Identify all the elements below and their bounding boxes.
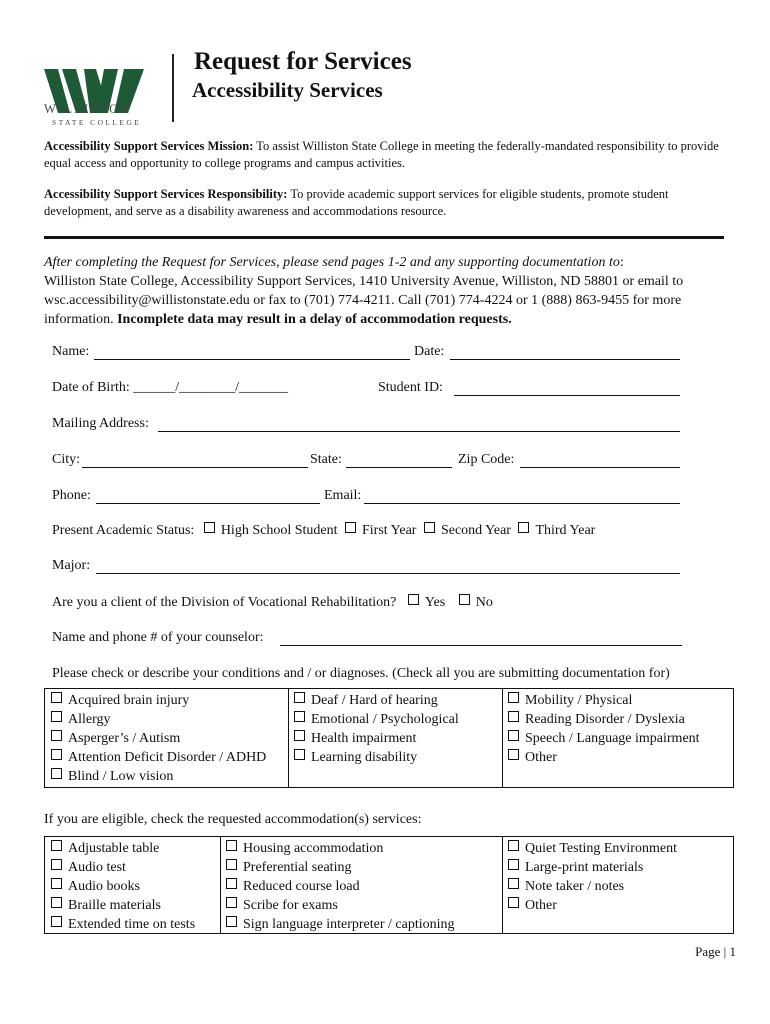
- condition-label: Emotional / Psychological: [311, 712, 459, 727]
- condition-label: Acquired brain injury: [68, 693, 190, 708]
- condition-label: Reading Disorder / Dyslexia: [525, 712, 685, 727]
- student-id-field[interactable]: [454, 380, 680, 396]
- conditions-col-3: [502, 689, 731, 787]
- condition-label: Allergy: [68, 712, 111, 727]
- checkbox-icon[interactable]: [508, 859, 519, 870]
- accommodation-audio-books[interactable]: [51, 878, 140, 895]
- mission-label: Accessibility Support Services Mission:: [44, 139, 254, 153]
- mailing-address-field[interactable]: [158, 416, 680, 432]
- checkbox-icon[interactable]: [294, 730, 305, 741]
- checkbox-icon[interactable]: [294, 711, 305, 722]
- condition-blind[interactable]: [51, 768, 173, 785]
- mission-text: To assist Williston State College in meeting the federally-mandated responsibility to provide equal access and opportunity to college programs and campus activities.: [44, 139, 719, 170]
- checkbox-icon[interactable]: [294, 692, 305, 703]
- condition-allergy[interactable]: [51, 711, 111, 728]
- condition-label: Learning disability: [311, 750, 418, 765]
- status-option-third-year: Third Year: [535, 523, 596, 538]
- instructions-colon: :: [619, 255, 624, 270]
- checkbox-icon[interactable]: [226, 859, 237, 870]
- email-field[interactable]: [364, 488, 680, 504]
- checkbox-icon[interactable]: [226, 878, 237, 889]
- phone-field[interactable]: [96, 488, 320, 504]
- responsibility-statement: [44, 186, 734, 220]
- checkbox-icon[interactable]: [51, 859, 62, 870]
- condition-other[interactable]: [508, 749, 557, 766]
- accommodations-col-1: [45, 837, 221, 933]
- accommodation-seating[interactable]: [226, 859, 351, 876]
- accommodations-grid: [44, 836, 734, 934]
- instructions-body: Williston State College, Accessibility Support Services, 1410 University Avenue, Williston, ND 58801 or email to wsc.accessibility@willistonstate.edu or fax to (701) 774-4211. Call (701) 774-4224 or 1 (888) 863-9455 for more information.: [44, 274, 684, 327]
- accommodation-large-print[interactable]: [508, 859, 643, 876]
- condition-label: Health impairment: [311, 731, 417, 746]
- accommodation-adjustable-table[interactable]: [51, 840, 159, 857]
- condition-emotional[interactable]: [294, 711, 459, 728]
- academic-status-label: Present Academic Status:: [52, 523, 195, 538]
- accommodation-note-taker[interactable]: [508, 878, 624, 895]
- checkbox-icon[interactable]: [226, 840, 237, 851]
- zip-field[interactable]: [520, 452, 680, 468]
- mission-statement: [44, 138, 734, 172]
- checkbox-icon[interactable]: [226, 897, 237, 908]
- conditions-col-1: [45, 689, 289, 787]
- page-title: Request for Services: [194, 48, 412, 75]
- checkbox-icon[interactable]: [51, 749, 62, 760]
- accommodation-label: Scribe for exams: [243, 898, 338, 913]
- instructions-warning: Incomplete data may result in a delay of accommodation requests.: [117, 312, 512, 327]
- checkbox-icon[interactable]: [51, 897, 62, 908]
- accommodations-col-3: [502, 837, 731, 933]
- condition-asperger[interactable]: [51, 730, 180, 747]
- accommodation-other[interactable]: [508, 897, 557, 914]
- condition-label: Asperger’s / Autism: [68, 731, 181, 746]
- accommodation-label: Extended time on tests: [68, 917, 196, 932]
- condition-health[interactable]: [294, 730, 416, 747]
- status-checkbox-first-year[interactable]: [345, 522, 356, 533]
- condition-learning[interactable]: [294, 749, 417, 766]
- vr-yes-label: Yes: [424, 595, 446, 610]
- vr-question: Are you a client of the Division of Vocational Rehabilitation?: [52, 595, 397, 610]
- condition-deaf[interactable]: [294, 692, 438, 709]
- date-field[interactable]: [450, 344, 680, 360]
- major-field[interactable]: [96, 558, 680, 574]
- phone-label: Phone:: [52, 488, 91, 503]
- accommodation-audio-test[interactable]: [51, 859, 126, 876]
- name-field[interactable]: [94, 344, 410, 360]
- accommodation-label: Reduced course load: [243, 879, 360, 894]
- checkbox-icon[interactable]: [508, 840, 519, 851]
- accommodation-label: Audio books: [68, 879, 140, 894]
- conditions-prompt: Please check or describe your conditions and / or diagnoses. (Check all you are submitting documentation for): [52, 666, 670, 681]
- city-field[interactable]: [82, 452, 308, 468]
- accommodation-housing[interactable]: [226, 840, 383, 857]
- header-divider: [172, 54, 174, 122]
- dob-field[interactable]: Date of Birth: ______/________/_______: [52, 380, 289, 395]
- accommodation-label: Adjustable table: [68, 841, 160, 856]
- date-label: Date:: [414, 344, 445, 359]
- accommodation-label: Sign language interpreter / captioning: [243, 917, 455, 932]
- accommodations-prompt: If you are eligible, check the requested accommodation(s) services:: [44, 812, 422, 827]
- accommodation-braille[interactable]: [51, 897, 161, 914]
- vr-no-checkbox[interactable]: [459, 594, 470, 605]
- student-id-label: Student ID:: [378, 380, 443, 395]
- accommodations-col-2: [220, 837, 503, 933]
- condition-adhd[interactable]: [51, 749, 266, 766]
- condition-label: Mobility / Physical: [525, 693, 633, 708]
- conditions-col-2: [288, 689, 503, 787]
- accommodation-interpreter[interactable]: [226, 916, 455, 933]
- checkbox-icon[interactable]: [508, 897, 519, 908]
- status-option-first-year: First Year: [361, 523, 417, 538]
- page-subtitle: Accessibility Services: [192, 78, 383, 102]
- checkbox-icon[interactable]: [51, 878, 62, 889]
- responsibility-label: Accessibility Support Services Responsibility:: [44, 187, 288, 201]
- status-checkbox-high-school[interactable]: [204, 522, 215, 533]
- accommodation-label: Housing accommodation: [243, 841, 384, 856]
- checkbox-icon[interactable]: [508, 878, 519, 889]
- conditions-grid: [44, 688, 734, 788]
- condition-label: Attention Deficit Disorder / ADHD: [68, 750, 267, 765]
- accommodation-label: Note taker / notes: [525, 879, 625, 894]
- condition-brain-injury[interactable]: [51, 692, 189, 709]
- checkbox-icon[interactable]: [294, 749, 305, 760]
- condition-mobility[interactable]: [508, 692, 632, 709]
- checkbox-icon[interactable]: [226, 916, 237, 927]
- accommodation-quiet-testing[interactable]: [508, 840, 677, 857]
- vr-yes-checkbox[interactable]: [408, 594, 419, 605]
- accommodation-label: Other: [525, 898, 557, 913]
- state-label: State:: [310, 452, 342, 467]
- state-field[interactable]: [346, 452, 452, 468]
- accommodation-extended-time[interactable]: [51, 916, 195, 933]
- zip-label: Zip Code:: [458, 452, 515, 467]
- condition-reading[interactable]: [508, 711, 685, 728]
- status-checkbox-third-year[interactable]: [518, 522, 529, 533]
- status-checkbox-second-year[interactable]: [424, 522, 435, 533]
- vr-no-label: No: [475, 595, 493, 610]
- city-label: City:: [52, 452, 81, 467]
- condition-label: Deaf / Hard of hearing: [311, 693, 438, 708]
- condition-speech[interactable]: [508, 730, 700, 747]
- accommodation-label: Preferential seating: [243, 860, 352, 875]
- checkbox-icon[interactable]: [508, 730, 519, 741]
- email-label: Email:: [324, 488, 362, 503]
- vr-question-row: [52, 594, 493, 611]
- major-label: Major:: [52, 558, 91, 573]
- condition-label: Speech / Language impairment: [525, 731, 700, 746]
- academic-status-row: [52, 522, 595, 539]
- condition-label: Blind / Low vision: [68, 769, 174, 784]
- condition-label: Other: [525, 750, 557, 765]
- submission-instructions: [44, 253, 734, 329]
- counselor-label: Name and phone # of your counselor:: [52, 630, 264, 645]
- checkbox-icon[interactable]: [51, 692, 62, 703]
- checkbox-icon[interactable]: [508, 692, 519, 703]
- name-label: Name:: [52, 344, 90, 359]
- checkbox-icon[interactable]: [51, 768, 62, 779]
- logo-wordmark: WILLISTON: [44, 102, 132, 116]
- counselor-field[interactable]: [280, 630, 682, 646]
- accommodation-scribe[interactable]: [226, 897, 338, 914]
- section-rule: [44, 236, 724, 239]
- checkbox-icon[interactable]: [508, 749, 519, 760]
- status-option-second-year: Second Year: [440, 523, 511, 538]
- accommodation-label: Audio test: [68, 860, 126, 875]
- checkbox-icon[interactable]: [51, 916, 62, 927]
- accommodation-reduced-load[interactable]: [226, 878, 360, 895]
- checkbox-icon[interactable]: [508, 711, 519, 722]
- accommodation-label: Braille materials: [68, 898, 161, 913]
- accommodation-label: Quiet Testing Environment: [525, 841, 677, 856]
- instructions-intro: After completing the Request for Services, please send pages 1-2 and any supporting documentation to: [44, 255, 620, 270]
- checkbox-icon[interactable]: [51, 730, 62, 741]
- responsibility-text: To provide academic support services for eligible students, promote student development, and serve as a disability awareness and accommodations resource.: [44, 187, 669, 218]
- checkbox-icon[interactable]: [51, 840, 62, 851]
- accommodation-label: Large-print materials: [525, 860, 644, 875]
- logo-subtext: STATE COLLEGE: [52, 118, 142, 127]
- page-number: Page | 1: [695, 944, 736, 959]
- checkbox-icon[interactable]: [51, 711, 62, 722]
- status-option-high-school: High School Student: [220, 523, 338, 538]
- mailing-address-label: Mailing Address:: [52, 416, 149, 431]
